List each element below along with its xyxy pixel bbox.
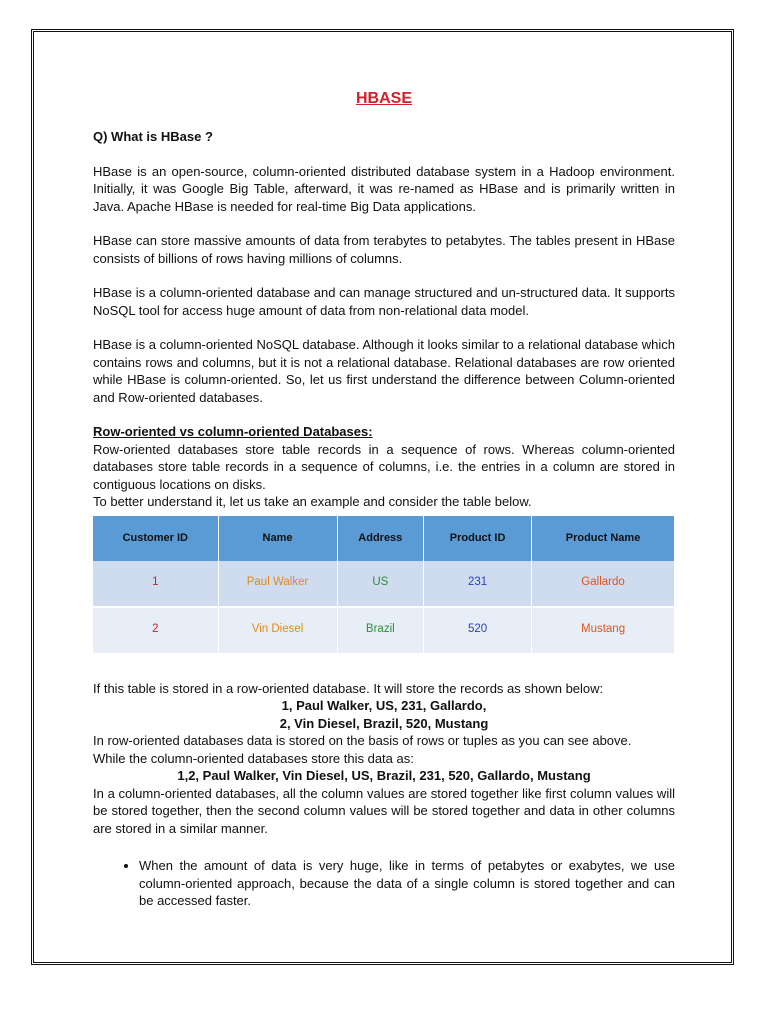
- document-body: [93, 128, 675, 910]
- table-row: [93, 561, 675, 607]
- table-header-row: [93, 516, 675, 561]
- header-customer-id: Customer ID: [93, 516, 218, 561]
- column-oriented-explain: In a column-oriented databases, all the column values are stored together like first column values will be stored together, then the second column values will be stored together and data in other columns are stored in a similar manner.: [93, 785, 675, 836]
- bullet-list: [93, 857, 675, 910]
- row-oriented-explain: In row-oriented databases data is stored on the basis of rows or tuples as you can see above.: [93, 733, 632, 748]
- cell-name: Vin Diesel: [218, 607, 337, 654]
- question-heading: Q) What is HBase ?: [93, 129, 213, 144]
- paragraph-intro: HBase is an open-source, column-oriented distributed database system in a Hadoop environment. Initially, it was Google Big Table, afterward, it was re-named as HBase and is primarily written in Java. Apache HBase is needed for real-time Big Data applications.: [93, 163, 675, 214]
- paragraph-storage: HBase can store massive amounts of data from terabytes to petabytes. The tables present in HBase consists of billions of rows having millions of columns.: [93, 233, 675, 266]
- section-intro: Row-oriented databases store table records in a sequence of rows. Whereas column-oriented databases store table records in a sequence of columns, i.e. the entries in a column are stored in contiguous locations on disks.: [93, 441, 675, 492]
- page-title: HBASE: [355, 90, 412, 107]
- header-name: Name: [218, 516, 337, 561]
- header-address: Address: [337, 516, 424, 561]
- cell-address: Brazil: [337, 607, 424, 654]
- row-record-1: 1, Paul Walker, US, 231, Gallardo,: [281, 698, 487, 713]
- column-oriented-intro: While the column-oriented databases store this data as:: [93, 750, 414, 766]
- table-row: [93, 607, 675, 654]
- cell-address: US: [337, 561, 424, 607]
- paragraph-structured: HBase is a column-oriented database and can manage structured and un-structured data. It supports NoSQL tool for access huge amount of data from non-relational data model.: [93, 285, 675, 318]
- header-product-id: Product ID: [424, 516, 532, 561]
- column-record: 1,2, Paul Walker, Vin Diesel, US, Brazil, 231, 520, Gallardo, Mustang: [177, 768, 591, 783]
- list-item: • When the amount of data is very huge, like in terms of petabytes or exabytes, we use column-oriented approach, because the data of a single column is stored together and can be accessed faster.: [139, 857, 675, 910]
- cell-product-name: Mustang: [532, 607, 675, 654]
- row-record-2: 2, Vin Diesel, Brazil, 520, Mustang: [279, 715, 489, 731]
- cell-customer-id: 2: [93, 607, 218, 654]
- section-heading: Row-oriented vs column-oriented Databases:: [93, 424, 373, 439]
- row-oriented-intro: If this table is stored in a row-oriented database. It will store the records as shown below:: [93, 680, 604, 696]
- cell-name: Paul Walker: [218, 561, 337, 607]
- header-product-name: Product Name: [532, 516, 675, 561]
- cell-customer-id: 1: [93, 561, 218, 607]
- cell-product-id: 231: [424, 561, 532, 607]
- cell-product-id: 520: [424, 607, 532, 654]
- cell-product-name: Gallardo: [532, 561, 675, 607]
- paragraph-nosql: HBase is a column-oriented NoSQL database. Although it looks similar to a relational database which contains rows and columns, but it is not a relational database. Relational databases are row oriented while HBase is column-oriented. So, let us first understand the difference between Column-oriented and Row-oriented databases.: [93, 337, 675, 405]
- customer-table: [93, 516, 675, 655]
- section-lead: To better understand it, let us take an example and consider the table below.: [93, 494, 532, 509]
